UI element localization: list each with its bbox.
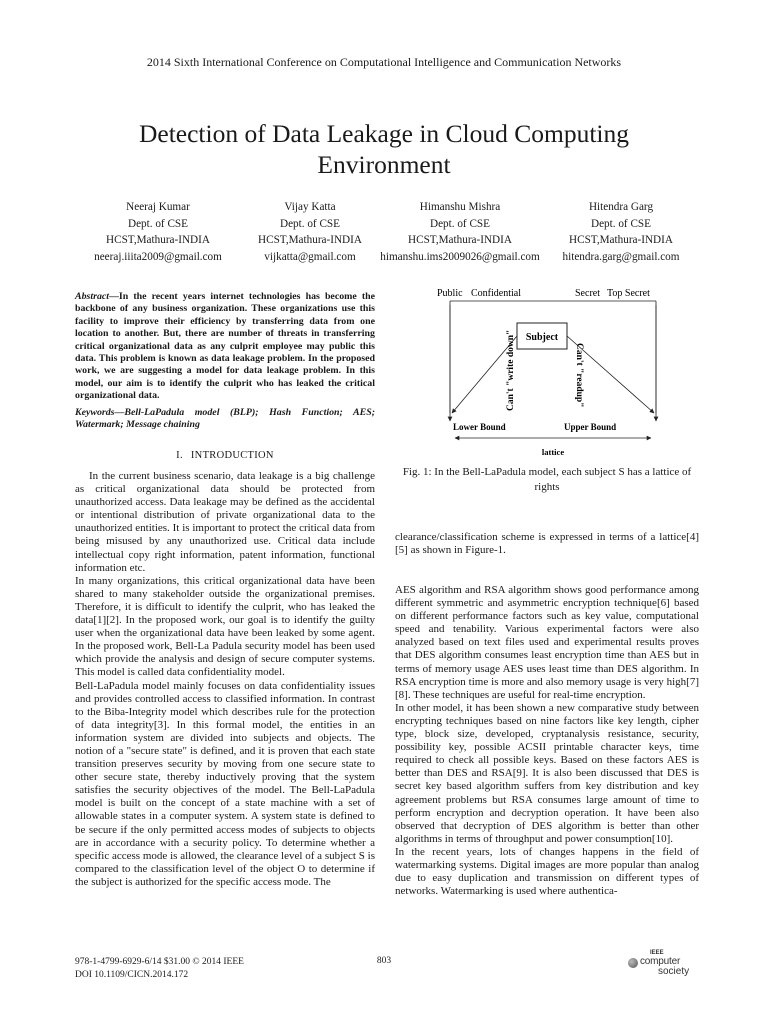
author-affiliation: HCST,Mathura-INDIA: [569, 234, 673, 246]
lattice-diagram: [425, 285, 680, 460]
author-email: hitendra.garg@gmail.com: [562, 250, 680, 263]
label-cant-write-down: Can't "write down": [506, 329, 516, 411]
figure-caption: Fig. 1: In the Bell-LaPadula model, each subject S has a lattice of rights: [402, 466, 692, 493]
section-title: INTRODUCTION: [190, 450, 274, 461]
figure-blp-lattice: [425, 285, 680, 460]
keywords: Keywords—Bell-LaPadula model (BLP); Hash Function; AES; Watermark; Message chaining: [75, 407, 375, 431]
author-dept: Dept. of CSE: [430, 217, 490, 230]
label-cant-read-up: Can't "readup": [574, 343, 584, 408]
right-column-paragraph: clearance/classification scheme is expressed in terms of a lattice[4][5] as shown in Figure-1.: [395, 531, 699, 557]
author-dept: Dept. of CSE: [128, 217, 188, 230]
author-block: [368, 199, 552, 265]
page-number: 803: [376, 956, 392, 966]
author-name: Hitendra Garg: [588, 201, 654, 213]
section-heading: [75, 450, 375, 461]
abstract-text: —In the recent years internet technologies has become the backbone of any business organization. These organizations use this facility to improve their efficiency by transferring data from one location to another. But, there are number of threats in transferring critical organizational data as any culprit employee may public this data. This problem is known as data leakage problem. In the proposed work, we are suggesting a model for data leakage problem. In this model, our aim is to identify the culprit who has leaked the critical organizational data.: [75, 291, 375, 402]
author-email: himanshu.ims2009026@gmail.com: [380, 250, 540, 263]
label-lattice: lattice: [541, 447, 565, 457]
logo-ieee-text: IEEE: [650, 950, 664, 956]
paragraph: In the recent years, lots of changes happens in the field of watermarking systems. Digital images are more popular than analog due to easy duplication and transmission on different types of networks. Watermarking is used where authentica-: [395, 845, 699, 898]
label-top-secret: Top Secret: [607, 288, 650, 299]
author-name: Vijay Katta: [284, 201, 336, 213]
author-block: [72, 199, 244, 265]
ieee-computer-society-logo: [626, 950, 698, 980]
introduction-body: [75, 470, 375, 889]
conference-header: 2014 Sixth International Conference on Computational Intelligence and Communication Networks: [146, 55, 622, 69]
paragraph: In the current business scenario, data leakage is a big challenge as critical organizational data should be protected from unauthorized access. Data leakage may be defined as the accidental or intentional distribution of private organizational data to the unauthorized entities. It is important to protect the critical data from being misused by any unauthorized use. Critical data include intellectual copy right information, patent information, functional information etc.: [75, 470, 375, 574]
author-name: Neeraj Kumar: [126, 201, 190, 213]
label-upper-bound: Upper Bound: [564, 422, 617, 432]
author-affiliation: HCST,Mathura-INDIA: [106, 234, 210, 246]
paper-title: Detection of Data Leakage in Cloud Computing Environment: [138, 119, 630, 179]
author-email: neeraj.iiita2009@gmail.com: [94, 250, 222, 263]
label-public: Public: [437, 288, 463, 299]
author-dept: Dept. of CSE: [591, 217, 651, 230]
label-confidential: Confidential: [471, 288, 521, 299]
author-block: [554, 199, 688, 265]
label-secret: Secret: [575, 288, 600, 299]
footer-doi: DOI 10.1109/CICN.2014.172: [75, 970, 189, 980]
author-affiliation: HCST,Mathura-INDIA: [408, 234, 512, 246]
author-name: Himanshu Mishra: [419, 201, 501, 213]
author-affiliation: HCST,Mathura-INDIA: [258, 234, 362, 246]
paragraph: AES algorithm and RSA algorithm shows good performance among different symmetric and asymmetric encryption technique[6] based on different performance factors such as key value, computational speed and tenability. Various experimental factors were also analyzed based on text files used and experimental results proves that DES algorithm consumes least encryption time than AES but in terms of memory usage AES uses least time than DES algorithm. In RSA encryption time is more and also memory usage is very high[7][8]. These techniques are useful for real-time encryption.: [395, 584, 699, 701]
abstract: [75, 291, 375, 403]
section-number: I.: [176, 450, 183, 461]
label-lower-bound: Lower Bound: [453, 422, 506, 432]
label-subject: Subject: [525, 332, 559, 343]
paragraph: In other model, it has been shown a new comparative study between encrypting techniques based on nine factors like key length, cipher type, block size, developed, cryptanalysis resistance, security, possibility key, possible ACSII printable character keys, time required to check all possible keys. Based on these factors AES is better than DES and RSA[9]. It is also been discussed that DES is secret key based algorithm suffers from key distribution and key agreement problems but RSA consumes large amount of time to perform encryption and decryption operation. It have been also observed that decryption of DES algorithm is better than other algorithms in terms of throughput and power consumption[10].: [395, 701, 699, 845]
author-dept: Dept. of CSE: [280, 217, 340, 230]
globe-icon: [628, 958, 638, 968]
logo-society-text: society: [658, 966, 690, 977]
right-column-body: [395, 584, 699, 898]
paragraph: In many organizations, this critical organizational data have been shared to many stakeholder outside the organizational premises. Therefore, it is difficult to identify the culprit, who has leaked the data[1][2]. In the proposed work, our goal is to identify the guilty user when the organizational data have been leaked by some agent. In the proposed work, Bell-La Padula security model has been used which provide the analysis and design of secure computer systems. This model is called data confidentiality model.: [75, 574, 375, 679]
paragraph: Bell-LaPadula model mainly focuses on data confidentiality issues and provides controlled access to classified information. In contrast to the Biba-Integrity model which describes rule for the protection of data integrity[3]. In this formal model, the entities in an information system are divided into subjects and objects. The notion of a "secure state" is defined, and it is proven that each state transition preserves security by moving from one secure state to other secure state, thereby inductively proving that the system satisfies the security objectives of the model. The Bell-LaPadula model is built on the concept of a state machine with a set of allowable states in a computer system. A system state is defined to be secure if the only permitted access modes of subjects to objects are in accordance with a security policy. To determine whether a specific access mode is allowed, the clearance level of a subject S is compared to the classification level of the object O to determine if the subject is authorized for the specific access mode. The: [75, 679, 375, 888]
abstract-lead: Abstract: [75, 291, 110, 302]
logo-computer-text: computer: [640, 956, 681, 967]
author-email: vijkatta@gmail.com: [264, 250, 356, 263]
footer-isbn: 978-1-4799-6929-6/14 $31.00 © 2014 IEEE: [75, 957, 244, 967]
author-block: [248, 199, 372, 265]
